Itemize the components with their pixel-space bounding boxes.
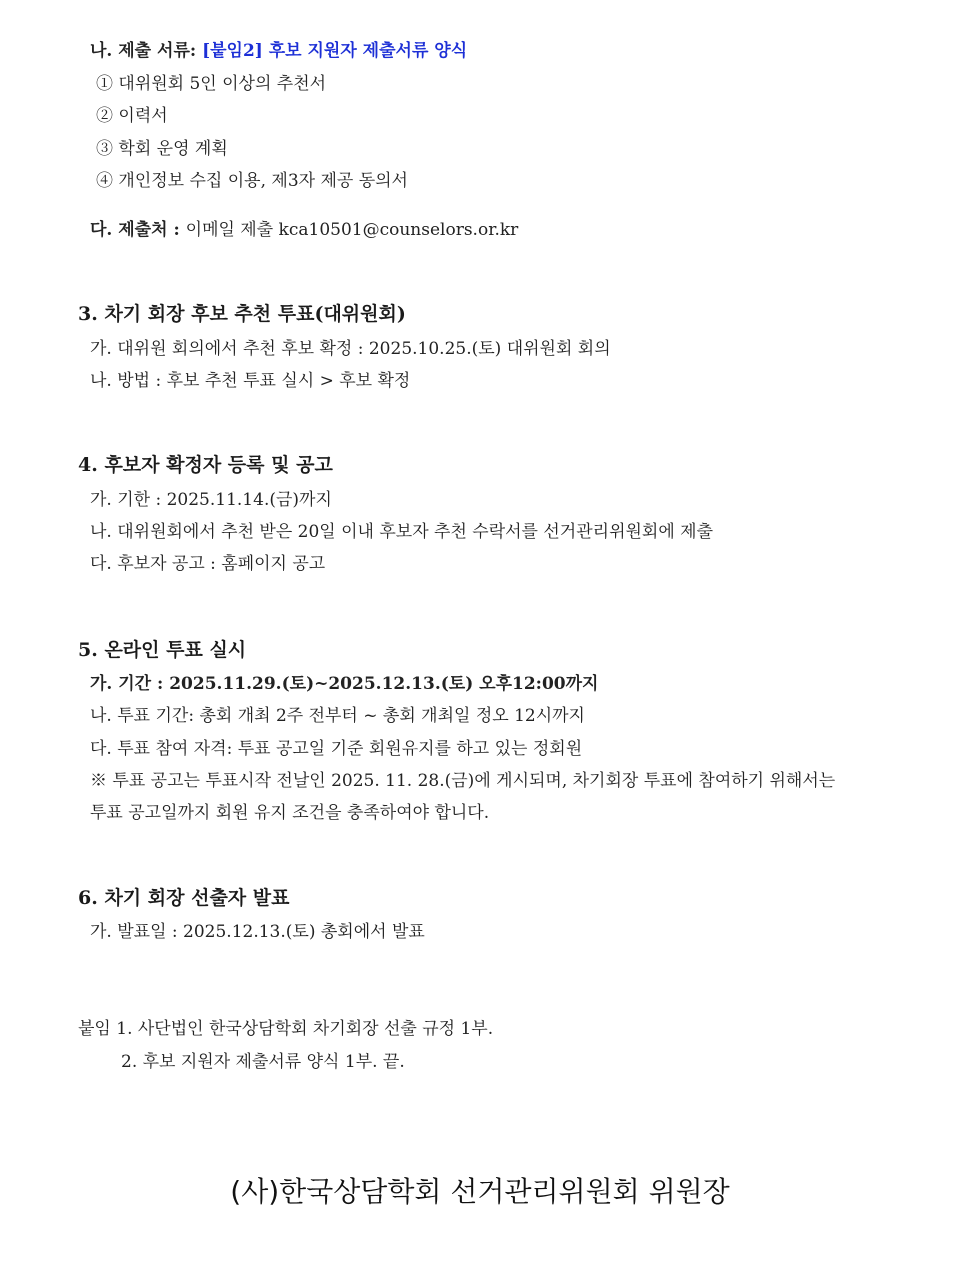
section-5-line-3: 다. 투표 참여 자격: 투표 공고일 기준 회원유지를 하고 있는 정회원	[90, 739, 583, 759]
section-4-line-2: 나. 대위원회에서 추천 받은 20일 이내 후보자 추천 수락서를 선거관리위원회에 제출	[90, 522, 713, 542]
submission-destination-value: 이메일 제출 kca10501@counselors.or.kr	[185, 220, 519, 240]
submission-destination-line	[90, 219, 518, 241]
section-4-line-1: 가. 기한 : 2025.11.14.(금)까지	[90, 490, 332, 510]
section-3-line-2: 나. 방법 : 후보 추천 투표 실시 > 후보 확정	[90, 371, 411, 391]
document-item-3: ③ 학회 운영 계획	[96, 139, 228, 159]
section-5-line-2: 나. 투표 기간: 총회 개최 2주 전부터 ~ 총회 개최일 정오 12시까지	[90, 706, 585, 726]
section-5-note-continued: 투표 공고일까지 회원 유지 조건을 충족하여야 합니다.	[90, 803, 490, 823]
submission-documents-label: 나. 제출 서류:	[90, 41, 203, 61]
document-item-4: ④ 개인정보 수집 이용, 제3자 제공 동의서	[96, 171, 408, 191]
section-5-heading: 5. 온라인 투표 실시	[78, 639, 247, 661]
section-3-line-1: 가. 대위원 회의에서 추천 후보 확정 : 2025.10.25.(토) 대위원회 회의	[90, 339, 611, 359]
section-4-line-3: 다. 후보자 공고 : 홈페이지 공고	[90, 554, 326, 574]
section-4-heading: 4. 후보자 확정자 등록 및 공고	[78, 454, 333, 476]
voting-period-line: 가. 기간 : 2025.11.29.(토)~2025.12.13.(토) 오후12:00까지	[90, 674, 599, 694]
submission-documents-line	[90, 40, 467, 62]
document-item-2: ② 이력서	[96, 106, 168, 126]
attachment-2-reference: [붙임2] 후보 지원자 제출서류 양식	[202, 41, 468, 61]
attachment-line-1: 붙임 1. 사단법인 한국상담학회 차기회장 선출 규정 1부.	[78, 1019, 494, 1039]
attachment-line-2: 2. 후보 지원자 제출서류 양식 1부. 끝.	[121, 1052, 405, 1072]
committee-signature: (사)한국상담학회 선거관리위원회 위원장	[230, 1175, 730, 1208]
submission-destination-label: 다. 제출처 :	[90, 220, 186, 240]
section-5-note: ※ 투표 공고는 투표시작 전날인 2025. 11. 28.(금)에 게시되며, 차기회장 투표에 참여하기 위해서는	[90, 771, 836, 791]
document-item-1: ① 대위원회 5인 이상의 추천서	[96, 74, 327, 94]
section-6-line-1: 가. 발표일 : 2025.12.13.(토) 총회에서 발표	[90, 922, 425, 942]
section-6-heading: 6. 차기 회장 선출자 발표	[78, 887, 290, 909]
section-3-heading: 3. 차기 회장 후보 추천 투표(대위원회)	[78, 303, 406, 325]
